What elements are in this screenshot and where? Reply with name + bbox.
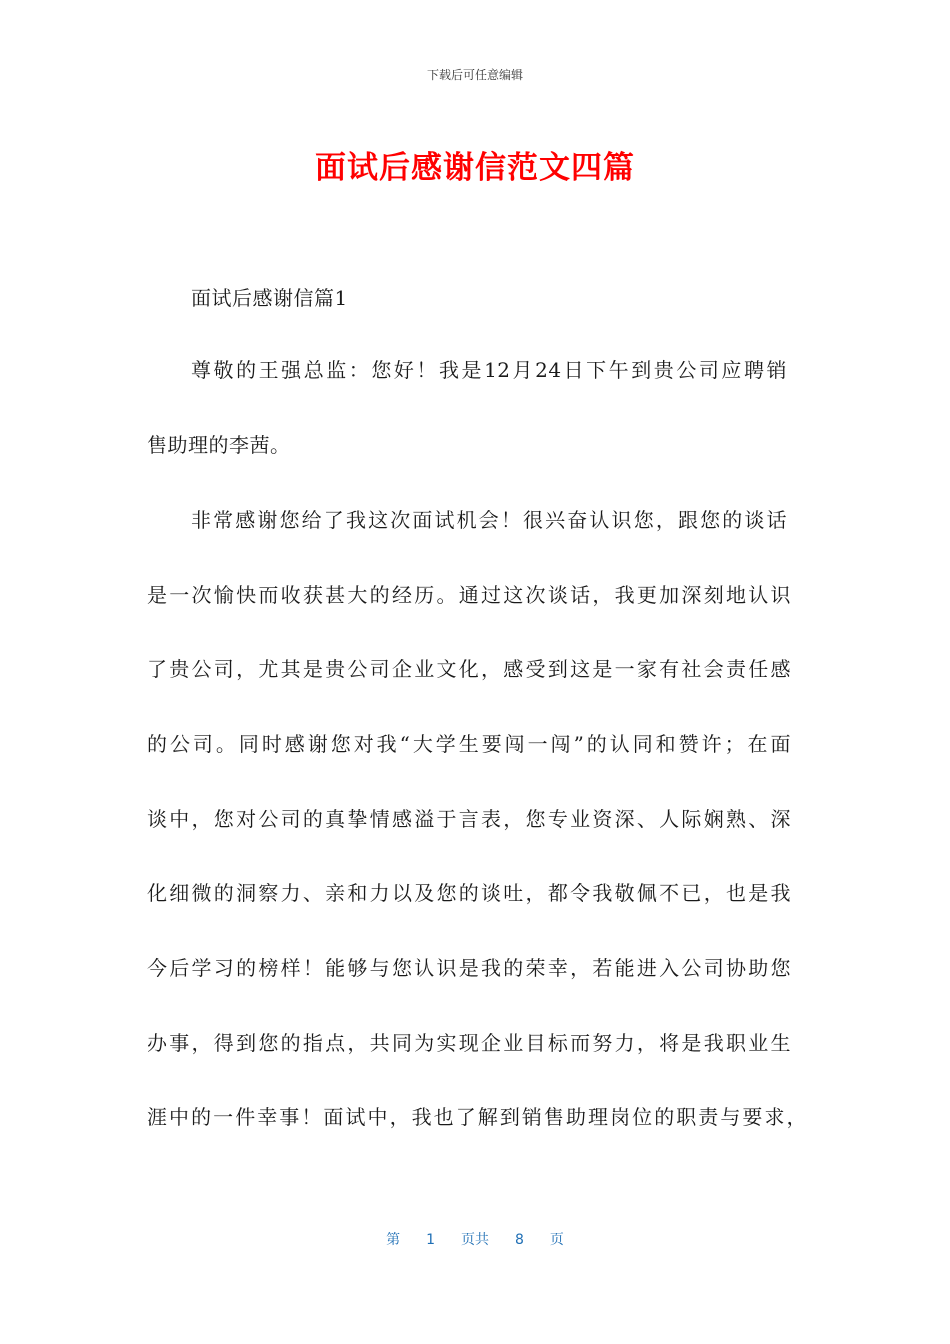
paragraph-line: 化细微的洞察力、亲和力以及您的谈吐，都令我敬佩不已，也是我 [147, 881, 791, 905]
footer-prefix: 第 [386, 1232, 401, 1248]
paragraph-line: 尊敬的王强总监：您好！我是12月24日下午到贵公司应聘销 [191, 358, 787, 382]
footer-middle: 页共 [461, 1232, 489, 1248]
paragraph-line: 售助理的李茜。 [147, 433, 291, 457]
document-title: 面试后感谢信范文四篇 [315, 150, 635, 186]
paragraph-line: 谈中，您对公司的真挚情感溢于言表，您专业资深、人际娴熟、深 [147, 807, 791, 831]
paragraph-line: 的公司。同时感谢您对我“大学生要闯一闯”的认同和赞许；在面 [147, 732, 791, 756]
section-heading: 面试后感谢信篇1 [191, 286, 348, 310]
paragraph-line: 了贵公司，尤其是贵公司企业文化，感受到这是一家有社会责任感 [147, 657, 791, 681]
header-note: 下载后可任意编辑 [426, 68, 523, 82]
footer-current-page: 1 [426, 1232, 435, 1248]
paragraph-line: 办事，得到您的指点，共同为实现企业目标而努力，将是我职业生 [147, 1031, 791, 1055]
paragraph-line: 涯中的一件幸事！面试中，我也了解到销售助理岗位的职责与要求， [147, 1105, 807, 1129]
paragraph-line: 非常感谢您给了我这次面试机会！很兴奋认识您，跟您的谈话 [191, 508, 787, 532]
page-footer [0, 1229, 950, 1249]
footer-total-pages: 8 [515, 1232, 524, 1248]
paragraph-line: 今后学习的榜样！能够与您认识是我的荣幸，若能进入公司协助您 [147, 956, 791, 980]
footer-suffix: 页 [549, 1232, 564, 1248]
paragraph-line: 是一次愉快而收获甚大的经历。通过这次谈话，我更加深刻地认识 [147, 583, 791, 607]
